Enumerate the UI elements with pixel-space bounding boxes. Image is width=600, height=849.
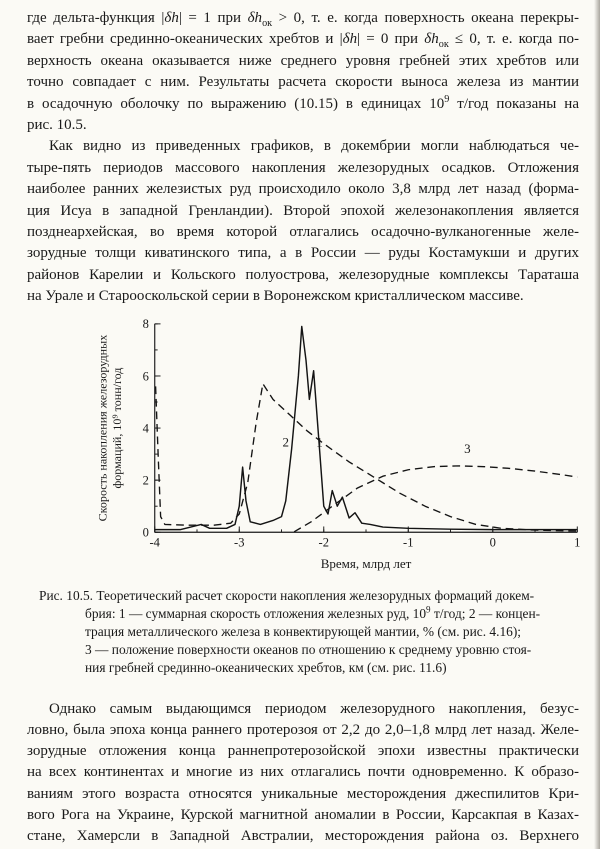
supscript: 9 bbox=[426, 604, 431, 615]
text-line: зорудные отложения конца раннепротерозойской эпохи известны практически bbox=[27, 743, 579, 760]
text-line: стане, Хамерсли в Западной Австралии, месторождения района оз. Верхнего bbox=[27, 827, 579, 844]
subscript: ок bbox=[438, 39, 449, 51]
italic-symbol: δh bbox=[164, 10, 179, 26]
curve-2 bbox=[156, 383, 578, 530]
iron-formation-rate-chart bbox=[93, 314, 585, 573]
y-tick-label: 4 bbox=[142, 421, 149, 436]
text-line: ция Исуа в западной Гренландии). Второй эпохой железонакопления является bbox=[27, 202, 579, 219]
y-axis-title-line-1: Скорость накопления железорудных bbox=[95, 334, 110, 522]
x-tick-label: -3 bbox=[234, 535, 245, 550]
figure-10-5 bbox=[93, 314, 579, 573]
curve-label-2: 2 bbox=[282, 433, 289, 449]
text-line: Как видно из приведенных графиков, в докембрии могли наблюдаться че- bbox=[49, 138, 579, 155]
text-line: зорудные толщи киватинского типа, а в России — руды Костамукши и других bbox=[27, 245, 579, 262]
y-tick-label: 0 bbox=[142, 525, 149, 540]
y-tick-label: 6 bbox=[142, 368, 149, 383]
caption-line: брия: 1 — суммарная скорость отложения железных руд, $10^9$ т/год; 2 — концен- bbox=[85, 604, 541, 621]
curve-3 bbox=[294, 466, 577, 532]
x-tick-label: -1 bbox=[403, 535, 414, 550]
text-line: где дельта-функция |δh| = 1 при $\delta h_{ок} > 0$, т. е. когда поверхность океана перекры- bbox=[27, 10, 579, 29]
supscript: 9 bbox=[444, 93, 450, 105]
text-line: рис. 10.5. bbox=[27, 117, 87, 134]
text-line: ваниям этого возраста относятся уникальные месторождения джеспилитов Кри- bbox=[27, 785, 579, 802]
caption-line: ния гребней срединно-океанических хребтов, км (см. рис. 11.6) bbox=[85, 659, 447, 675]
text-line: верхность океана оказывается ниже среднего уровня гребней этих хребтов или bbox=[27, 52, 579, 69]
caption-line: трация металлического железа в конвектирующей мантии, % (см. рис. 4.16); bbox=[85, 623, 522, 639]
y-tick-label: 8 bbox=[142, 316, 149, 331]
caption-line: 3 — положение поверхности океанов по отношению к среднему уровню стоя- bbox=[85, 641, 532, 657]
curve-label-1: 1 bbox=[316, 433, 323, 449]
subscript: ок bbox=[262, 18, 273, 29]
figure-caption bbox=[39, 587, 563, 677]
text-line: Однако самым выдающимся периодом железорудного накопления, безус- bbox=[49, 700, 579, 717]
x-tick-label: 0 bbox=[489, 535, 496, 550]
text-line: на Урале и Старооскольской серии в Воронежском кристаллическом массиве. bbox=[27, 288, 524, 305]
text-line: на всех континентах и многие из них отлагались почти одновременно. К образо- bbox=[27, 764, 579, 781]
text-line: тыре-пять периодов массового накопления железорудных осадков. Отложения bbox=[27, 159, 579, 176]
text-line: наиболее ранних железистых руд происходило около 3,8 млрд лет назад (форма- bbox=[27, 181, 579, 198]
paragraph-proterozoic-deposits bbox=[27, 699, 579, 847]
text-line: ловно, была эпоха конца раннего протерозоя от 2,2 до 2,0–1,8 млрд лет назад. Желе- bbox=[27, 721, 579, 738]
x-tick-label: 1 bbox=[574, 535, 581, 550]
curve-1 bbox=[155, 326, 578, 529]
text-line: районов Карелии и Кольского полуострова, железорудные комплексы Тараташа bbox=[27, 266, 579, 283]
text-line: точно совпадает с ним. Результаты расчета скорости выноса железа из мантии bbox=[27, 74, 579, 91]
text-line: позднеархейская, во время которой отлагались осадочно-вулканогенные желе- bbox=[27, 224, 579, 241]
curve-label-3: 3 bbox=[464, 440, 471, 456]
x-tick-label: -2 bbox=[318, 535, 329, 550]
italic-symbol: δh bbox=[342, 31, 358, 48]
x-axis-title: Время, млрд лет bbox=[320, 555, 412, 571]
text-line: вает гребни срединно-океанических хребтов и |δh| = 0 при $\delta h_{ок} \le 0$, т. е. когда по- bbox=[27, 31, 580, 51]
paragraph-delta-function bbox=[27, 8, 579, 136]
y-tick-label: 2 bbox=[142, 473, 149, 488]
text-line: вого Рога на Украине, Курской магнитной аномалии в России, Карсакпая в Казах- bbox=[27, 806, 579, 823]
text-line: в осадочную оболочку по выражению (10.15) в единицах $10^9$ т/год показаны на bbox=[27, 93, 579, 112]
caption-line: Рис. 10.5. Теоретический расчет скорости накопления железорудных формаций докем- bbox=[39, 587, 535, 603]
y-axis-title-line-2: формаций, 10⁹ тонн/год bbox=[109, 367, 124, 489]
paragraph-iron-epochs bbox=[27, 136, 579, 307]
italic-symbol: δh bbox=[424, 31, 439, 48]
italic-symbol: δh bbox=[247, 10, 263, 26]
x-tick-label: -4 bbox=[149, 535, 160, 550]
